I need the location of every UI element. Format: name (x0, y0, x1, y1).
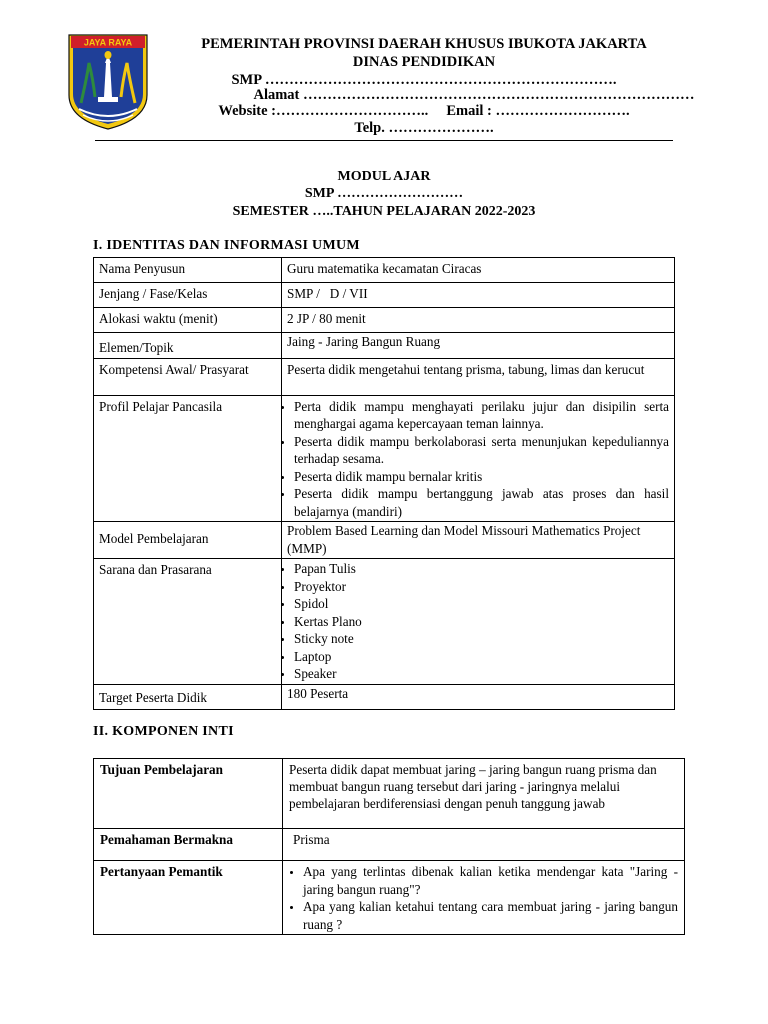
svg-text:JAYA RAYA: JAYA RAYA (83, 37, 133, 48)
row-value: Peserta didik mengetahui tentang prisma, tabung, limas dan kerucut (282, 358, 675, 395)
row-value: 180 Peserta (282, 684, 675, 709)
list-item: • Perta didik mampu menghayati perilaku jujur dan disipilin serta menghargai agama kepercayaan teman lainnya. (294, 398, 669, 433)
core-component-table (93, 758, 685, 935)
row-label: Elemen/Topik (94, 333, 282, 359)
list-item: • Kertas Plano (294, 613, 669, 631)
table-row (94, 283, 675, 308)
row-value: 2 JP / 80 menit (282, 308, 675, 333)
row-label: Sarana dan Prasarana (94, 559, 282, 685)
row-label: Pertanyaan Pemantik (94, 861, 283, 935)
header-address-field: Alamat ……………………………………………………………………… (253, 87, 695, 103)
header-divider (95, 140, 673, 141)
facilities-list (283, 560, 669, 683)
table-row (94, 258, 675, 283)
row-label: Alokasi waktu (menit) (94, 308, 282, 333)
table-row (94, 522, 675, 559)
header-phone-field: Telp. …………………. (354, 120, 494, 136)
header-school-field: SMP ………………………………………………………………. (231, 72, 617, 88)
identity-table (93, 257, 675, 710)
header-department: DINAS PENDIDIKAN (352, 54, 496, 70)
table-row (94, 308, 675, 333)
row-label: Nama Penyusun (94, 258, 282, 283)
row-value (282, 559, 675, 685)
header-website-email-field: Website :………………………….. Email : ………………………. (218, 103, 630, 119)
header-government-title: PEMERINTAH PROVINSI DAERAH KHUSUS IBUKOTA JAKARTA (201, 36, 647, 52)
row-label: Kompetensi Awal/ Prasyarat (94, 358, 282, 395)
list-item: • Apa yang terlintas dibenak kalian ketika mendengar kata "Jaring - jaring bangun ruang"? (303, 863, 678, 898)
table-row (94, 759, 685, 829)
module-semester: SEMESTER …..TAHUN PELAJARAN 2022-2023 (232, 204, 536, 219)
table-row (94, 684, 675, 709)
row-value: Problem Based Learning dan Model Missouri Mathematics Project (MMP) (282, 522, 675, 559)
list-item: • Apa yang kalian ketahui tentang cara membuat jaring - jaring bangun ruang ? (303, 898, 678, 933)
table-row (94, 395, 675, 522)
row-label: Jenjang / Fase/Kelas (94, 283, 282, 308)
module-school: SMP ……………………… (304, 186, 464, 201)
row-value: Jaing - Jaring Bangun Ruang (282, 333, 675, 359)
list-item: • Sticky note (294, 630, 669, 648)
row-label: Target Peserta Didik (94, 684, 282, 709)
table-row (94, 333, 675, 359)
table-row (94, 829, 685, 861)
table-row (94, 861, 685, 935)
pancasila-profile-list (283, 398, 669, 521)
list-item: • Speaker (294, 665, 669, 683)
list-item: • Papan Tulis (294, 560, 669, 578)
row-value: Prisma (283, 829, 685, 861)
list-item: • Spidol (294, 595, 669, 613)
table-row (94, 559, 675, 685)
module-title: MODUL AJAR (337, 169, 431, 184)
trigger-questions-list (287, 863, 678, 933)
row-label: Tujuan Pembelajaran (94, 759, 283, 829)
jakarta-emblem-logo (67, 33, 149, 131)
row-value (282, 395, 675, 522)
row-label: Model Pembelajaran (94, 522, 282, 559)
row-value: SMP / D / VII (282, 283, 675, 308)
section-heading-identity: I. IDENTITAS DAN INFORMASI UMUM (93, 238, 360, 253)
list-item: • Peserta didik mampu bertanggung jawab atas proses dan hasil belajarnya (mandiri) (294, 485, 669, 520)
list-item: • Laptop (294, 648, 669, 666)
row-value (283, 861, 685, 935)
row-value: Guru matematika kecamatan Ciracas (282, 258, 675, 283)
row-value: Peserta didik dapat membuat jaring – jaring bangun ruang prisma dan membuat bangun ruang tersebut dari jaring - jaringnya melalui pembelajaran berdiferensiasi dengan penuh tanggung jawab (283, 759, 685, 829)
list-item: • Peserta didik mampu bernalar kritis (294, 468, 669, 486)
table-row (94, 358, 675, 395)
section-heading-core: II. KOMPONEN INTI (93, 724, 234, 739)
list-item: • Peserta didik mampu berkolaborasi serta menunjukan kepeduliannya terhadap sesama. (294, 433, 669, 468)
list-item: • Proyektor (294, 578, 669, 596)
row-label: Pemahaman Bermakna (94, 829, 283, 861)
row-label: Profil Pelajar Pancasila (94, 395, 282, 522)
